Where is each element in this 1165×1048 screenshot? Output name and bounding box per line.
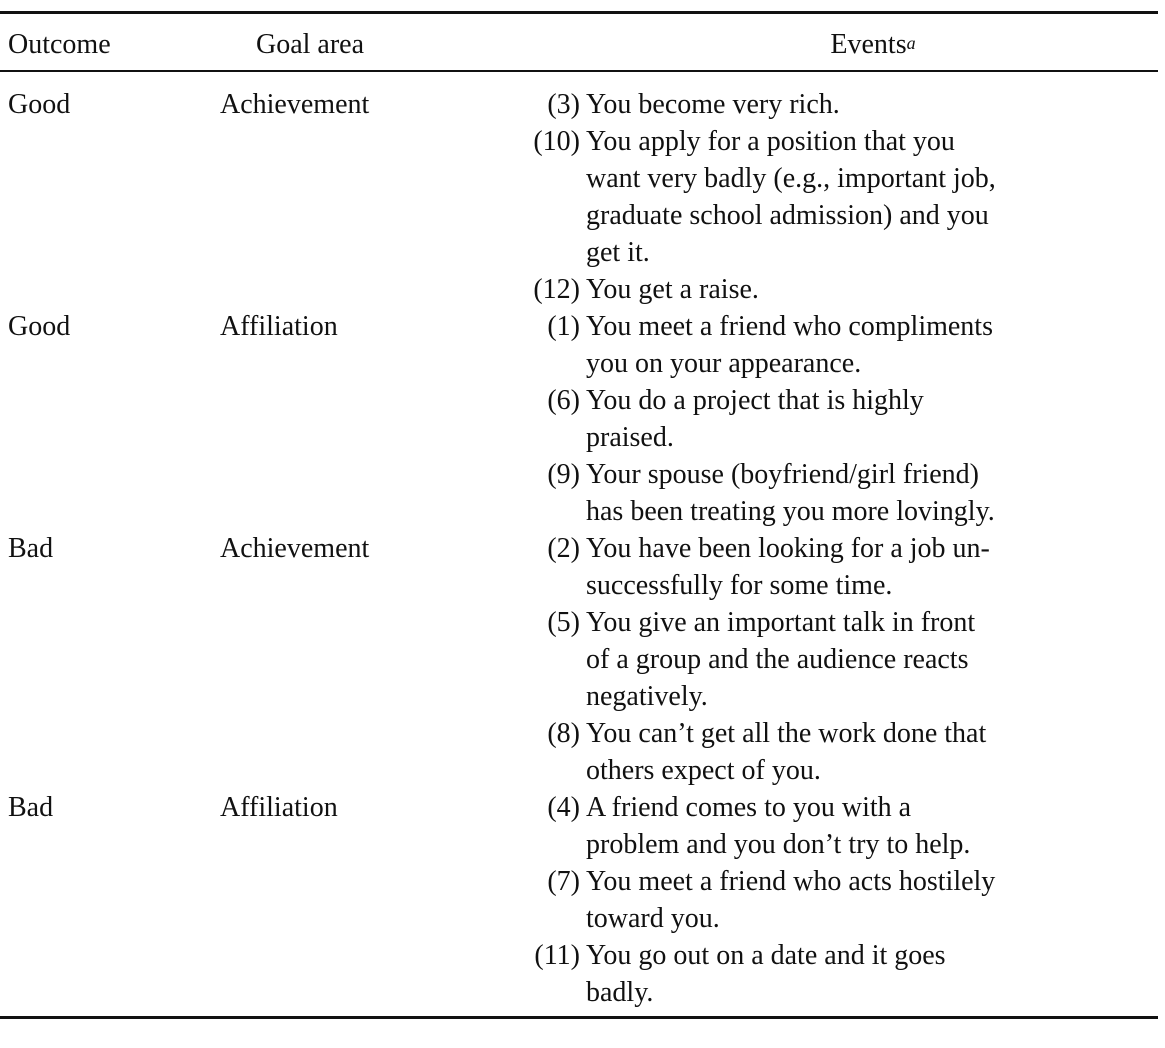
table-top-rule bbox=[0, 11, 1158, 14]
events-list bbox=[500, 86, 1158, 308]
event-item bbox=[500, 456, 1158, 530]
event-text-line: toward you. bbox=[586, 903, 720, 934]
event-text-line: get it. bbox=[586, 237, 650, 268]
event-text-line: You become very rich. bbox=[586, 89, 840, 120]
column-header-goal-area: Goal area bbox=[256, 29, 365, 60]
event-number: (9) bbox=[547, 459, 580, 490]
event-number: (8) bbox=[547, 718, 580, 749]
event-text-line: badly. bbox=[586, 977, 654, 1008]
table-row-group bbox=[0, 789, 1158, 1011]
cell-outcome: Bad bbox=[8, 792, 54, 823]
event-text-line: Your spouse (boyfriend/girl friend) bbox=[586, 459, 979, 490]
event-text-line: praised. bbox=[586, 422, 674, 453]
event-item bbox=[500, 604, 1158, 715]
column-header-events-label: Events bbox=[830, 29, 907, 60]
event-text-line: problem and you don’t try to help. bbox=[586, 829, 971, 860]
event-number: (12) bbox=[533, 274, 580, 305]
event-item bbox=[500, 86, 1158, 123]
event-text bbox=[586, 937, 1146, 1011]
event-number: (1) bbox=[547, 311, 580, 342]
event-text-line: of a group and the audience reacts bbox=[586, 644, 969, 675]
event-text-line: You meet a friend who compliments bbox=[586, 311, 993, 342]
event-text-line: others expect of you. bbox=[586, 755, 821, 786]
table-body bbox=[0, 86, 1158, 1011]
event-text bbox=[586, 456, 1146, 530]
event-text bbox=[586, 86, 1146, 123]
event-text-line: You have been looking for a job un- bbox=[586, 533, 990, 564]
event-text-line: you on your appearance. bbox=[586, 348, 862, 379]
event-number: (10) bbox=[533, 126, 580, 157]
event-text-line: You meet a friend who acts hostilely bbox=[586, 866, 996, 897]
event-text bbox=[586, 308, 1146, 382]
event-text-line: You apply for a position that you bbox=[586, 126, 955, 157]
event-text bbox=[586, 382, 1146, 456]
event-item bbox=[500, 308, 1158, 382]
event-item bbox=[500, 863, 1158, 937]
event-item bbox=[500, 271, 1158, 308]
event-text-line: You can’t get all the work done that bbox=[586, 718, 987, 749]
event-text-line: You go out on a date and it goes bbox=[586, 940, 946, 971]
event-text-line: want very badly (e.g., important job, bbox=[586, 163, 996, 194]
event-item bbox=[500, 715, 1158, 789]
event-text bbox=[586, 123, 1146, 271]
event-item bbox=[500, 382, 1158, 456]
event-item bbox=[500, 530, 1158, 604]
event-text bbox=[586, 271, 1146, 308]
event-text-line: You do a project that is highly bbox=[586, 385, 924, 416]
column-header-outcome: Outcome bbox=[8, 29, 111, 60]
event-item bbox=[500, 937, 1158, 1011]
event-text bbox=[586, 789, 1146, 863]
event-text-line: You get a raise. bbox=[586, 274, 759, 305]
table-row-group bbox=[0, 86, 1158, 308]
events-list bbox=[500, 789, 1158, 1011]
event-text-line: successfully for some time. bbox=[586, 570, 893, 601]
event-text bbox=[586, 604, 1146, 715]
event-item bbox=[500, 789, 1158, 863]
cell-goal-area: Affiliation bbox=[220, 311, 338, 342]
event-text bbox=[586, 530, 1146, 604]
event-text bbox=[586, 863, 1146, 937]
events-list bbox=[500, 530, 1158, 789]
event-text-line: A friend comes to you with a bbox=[586, 792, 912, 823]
footnote-mark: a bbox=[906, 33, 916, 53]
table-header-rule bbox=[0, 70, 1158, 72]
cell-goal-area: Affiliation bbox=[220, 792, 338, 823]
event-item bbox=[500, 123, 1158, 271]
event-text-line: graduate school admission) and you bbox=[586, 200, 989, 231]
event-text bbox=[586, 715, 1146, 789]
event-number: (11) bbox=[534, 940, 580, 971]
event-text-line: has been treating you more lovingly. bbox=[586, 496, 995, 527]
event-number: (2) bbox=[547, 533, 580, 564]
cell-goal-area: Achievement bbox=[220, 533, 370, 564]
column-header-events bbox=[648, 27, 1098, 63]
table-bottom-rule bbox=[0, 1016, 1158, 1019]
event-number: (6) bbox=[547, 385, 580, 416]
event-number: (5) bbox=[547, 607, 580, 638]
cell-outcome: Bad bbox=[8, 533, 54, 564]
event-number: (3) bbox=[547, 89, 580, 120]
event-text-line: negatively. bbox=[586, 681, 708, 712]
cell-goal-area: Achievement bbox=[220, 89, 370, 120]
table-row-group bbox=[0, 308, 1158, 530]
cell-outcome: Good bbox=[8, 311, 71, 342]
table-row-group bbox=[0, 530, 1158, 789]
event-number: (4) bbox=[547, 792, 580, 823]
event-text-line: You give an important talk in front bbox=[586, 607, 976, 638]
cell-outcome: Good bbox=[8, 89, 71, 120]
event-number: (7) bbox=[547, 866, 580, 897]
table-header bbox=[0, 27, 1158, 67]
events-list bbox=[500, 308, 1158, 530]
